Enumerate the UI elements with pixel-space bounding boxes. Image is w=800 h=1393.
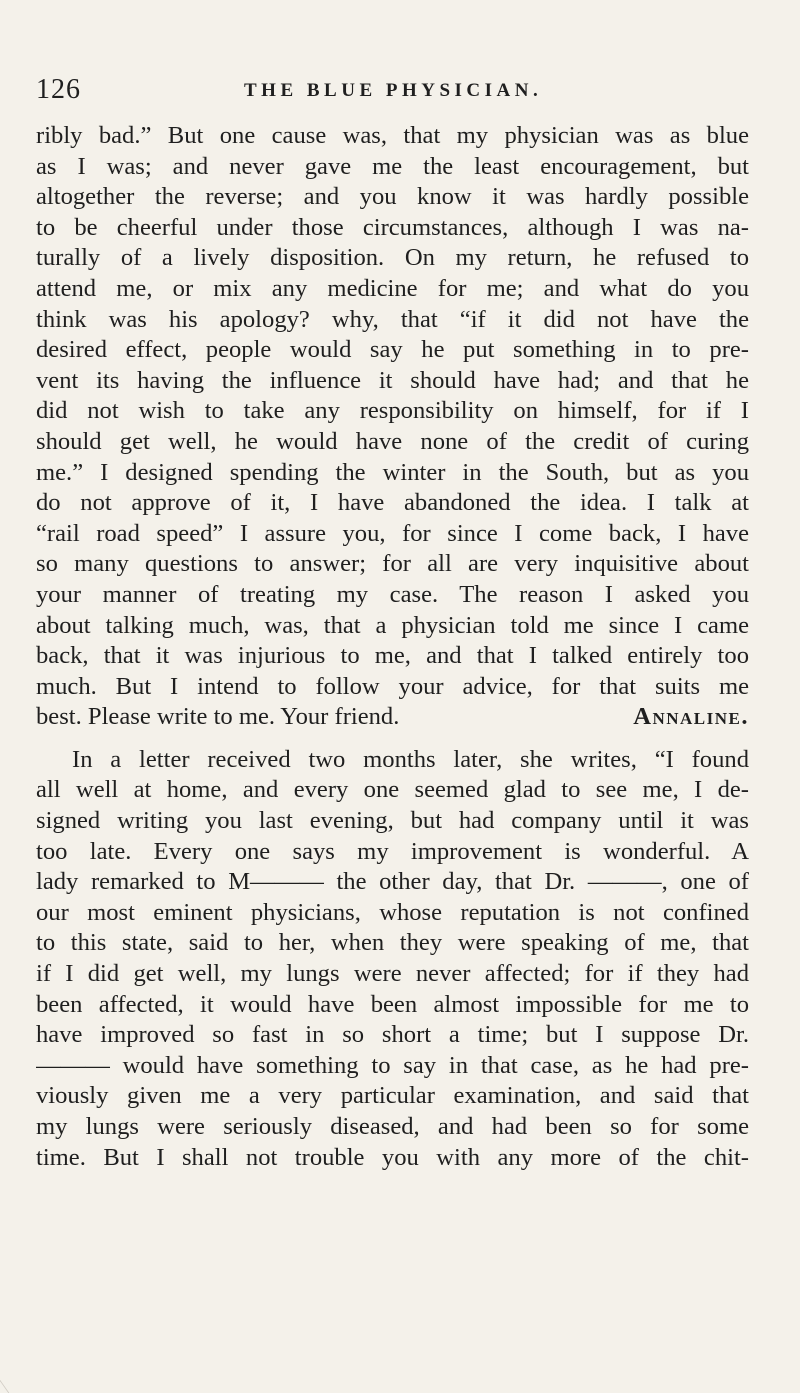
text-line: me.” I designed spending the winter in the South, but as you [36, 458, 749, 486]
text-line: turally of a lively disposition. On my return, he refused to [36, 244, 749, 272]
text-line: about talking much, was, that a physician told me since I came [36, 611, 749, 639]
text-line: did not wish to take any responsibility on himself, for if I [36, 397, 749, 425]
text-line: so many questions to answer; for all are very inquisitive about [36, 550, 749, 578]
text-line: much. But I intend to follow your advice, for that suits me [36, 672, 749, 700]
text-line: have improved so fast in so short a time; but I suppose Dr. [36, 1021, 749, 1049]
text-line: do not approve of it, I have abandoned the idea. I talk at [36, 489, 749, 517]
paragraph-letter-continuation [36, 121, 749, 733]
text-line: to this state, said to her, when they were speaking of me, that [36, 929, 749, 957]
text-line: all well at home, and every one seemed glad to see me, I de- [36, 776, 749, 804]
text-line: if I did get well, my lungs were never affected; for if they had [36, 960, 749, 988]
text-line: ——— would have something to say in that case, as he had pre- [36, 1051, 749, 1079]
text-line: vent its having the influence it should have had; and that he [36, 366, 749, 394]
text-line: ribly bad.” But one cause was, that my physician was as blue [36, 122, 749, 149]
text-line: signed writing you last evening, but had company until it was [36, 807, 749, 835]
paragraph-second-letter [36, 745, 749, 1173]
text-line: to be cheerful under those circumstances, although I was na- [36, 213, 749, 241]
text-line: too late. Every one says my improvement is wonderful. A [36, 837, 749, 865]
text-line: desired effect, people would say he put something in to pre- [36, 336, 749, 364]
text-line: viously given me a very particular examination, and said that [36, 1082, 749, 1110]
text-line: altogether the reverse; and you know it was hardly possible [36, 183, 749, 211]
text-line: should get well, he would have none of the credit of curing [36, 427, 749, 455]
scan-artifact [0, 1375, 31, 1393]
closing-text: best. Please write to me. Your friend. [36, 703, 400, 731]
text-line: attend me, or mix any medicine for me; and what do you [36, 274, 749, 302]
text-line: our most eminent physicians, whose reputation is not confined [36, 898, 749, 926]
text-line: been affected, it would have been almost impossible for me to [36, 990, 749, 1018]
text-line: think was his apology? why, that “if it did not have the [36, 305, 749, 333]
running-title: THE BLUE PHYSICIAN. [244, 80, 543, 101]
text-line: “rail road speed” I assure you, for since I come back, I have [36, 519, 749, 547]
paragraph-gap [36, 733, 749, 745]
text-line: In a letter received two months later, she writes, “I found [72, 745, 749, 773]
running-head [36, 74, 736, 114]
closing-line [36, 702, 749, 733]
page-number: 126 [36, 74, 81, 105]
text-line: my lungs were seriously diseased, and had been so for some [36, 1113, 749, 1140]
text-line: back, that it was injurious to me, and that I talked entirely too [36, 642, 749, 670]
body-text [36, 121, 749, 1173]
text-line: lady remarked to M——— the other day, that Dr. ———, one of [36, 868, 749, 896]
signature: Annaline. [633, 703, 749, 731]
text-line: as I was; and never gave me the least encouragement, but [36, 152, 749, 180]
text-line: time. But I shall not trouble you with any more of the chit- [36, 1143, 749, 1171]
text-line: your manner of treating my case. The reason I asked you [36, 580, 749, 608]
